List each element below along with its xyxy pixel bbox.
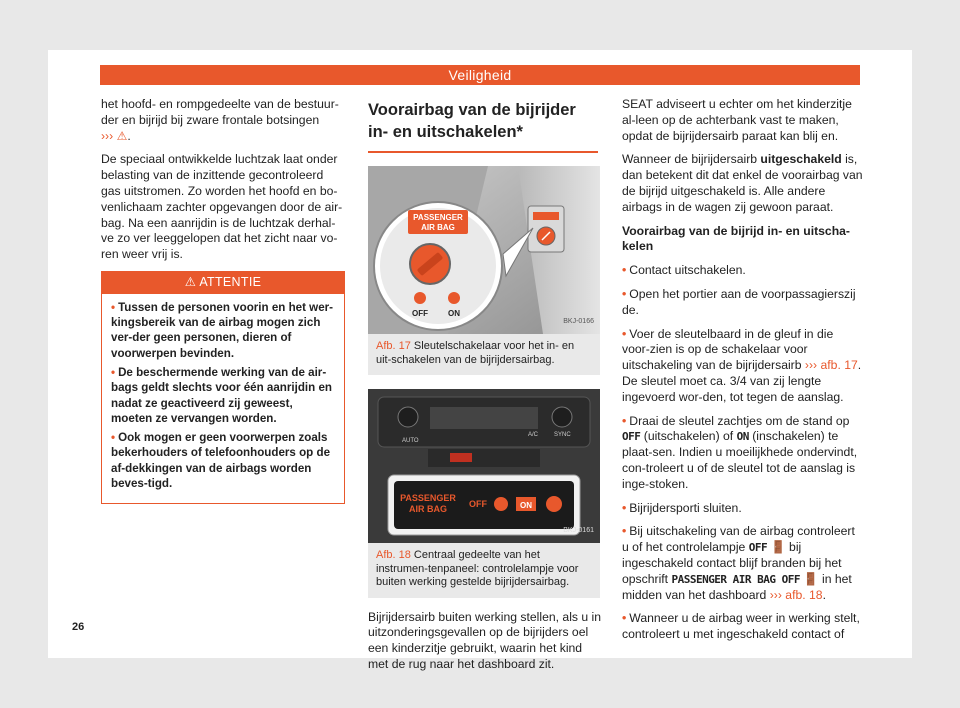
off-label: OFF — [412, 309, 428, 318]
bullet-icon: • — [622, 500, 627, 515]
paragraph-1: het hoofd- en rompgedeelte van de bestuur-der en bijrijd bij zware frontale botsingen ››› ⚠. — [101, 97, 339, 143]
image-code: BKJ-0161 — [563, 527, 594, 535]
section-title: Voorairbag van de bijrijder in- en uitschakelen* — [368, 97, 598, 153]
image-code: BKJ-0166 — [563, 318, 594, 326]
step-text: (uitschakelen) of — [640, 429, 737, 444]
attention-item-text: De beschermende werking van de air-bags geldt slechts voor één aanrijdin en nadat ze geactiveerd zij geweest, moeten ze vervangen worden. — [111, 365, 332, 425]
attention-item — [111, 365, 335, 426]
text-bold: uitgeschakeld — [760, 152, 842, 167]
step-text: . — [822, 587, 826, 602]
step-item — [622, 501, 864, 517]
figure-17-caption — [368, 334, 600, 375]
bullet-icon: • — [111, 300, 116, 314]
step-text: Contact uitschakelen. — [629, 263, 746, 278]
page-number: 26 — [72, 621, 85, 633]
attention-item-text: Ook mogen er geen voorwerpen zoals bekerhouders of telefoonhouders op de af-dekkingen van de airbags worden beves-tigd. — [111, 431, 331, 491]
attention-header — [102, 272, 344, 294]
step-item — [622, 263, 864, 279]
paragraph-1: SEAT adviseert u echter om het kinderzitje al-leen op de achterbank vast te maken, opdat de bijrijdersairb paraat kan blij en. — [622, 97, 852, 143]
attention-body — [102, 294, 344, 504]
attention-item — [111, 430, 335, 491]
step-text: Bijrijdersporti sluiten. — [629, 500, 742, 515]
caption-text: Centraal gedeelte van het instrumen-tenpaneel: controlelampje voor buiten werking gestelde bijrijdersairbag. — [376, 549, 579, 588]
attention-item-text: Tussen de personen voorin en het wer-kingsbereik van de airbag mogen zich ver-der geen personen, dieren of voorwerpen bevinden. — [111, 300, 334, 360]
figure-18-image — [368, 389, 600, 543]
bullet-icon: • — [622, 326, 627, 341]
paragraph-1-text: het hoofd- en rompgedeelte van de bestuur-der en bijrijd bij zware frontale botsingen — [101, 97, 339, 127]
bullet-icon: • — [111, 431, 116, 445]
bullet-icon: • — [622, 524, 627, 539]
on-symbol: ON — [736, 430, 749, 444]
step-text: Wanneer u de airbag weer in werking stelt, controleert u met ingeschakeld contact of — [622, 611, 860, 642]
figure-label: Afb. 18 — [376, 549, 411, 561]
step-item — [622, 611, 864, 643]
bullet-icon: • — [622, 413, 627, 428]
lamp-off-label: OFF — [469, 499, 487, 509]
figure-ref-link[interactable]: afb. 17 — [820, 358, 858, 373]
on-label: ON — [448, 309, 460, 318]
step-text: in het midden van het dashboard — [622, 571, 852, 602]
cross-ref-arrow[interactable]: ››› — [101, 128, 114, 143]
page-header: Veiligheid — [100, 65, 860, 85]
key-switch-illustration — [368, 166, 600, 334]
column-right — [622, 97, 864, 651]
dashboard-illustration — [368, 389, 600, 543]
cross-ref-arrow[interactable]: ››› — [804, 358, 818, 373]
step-item — [622, 524, 864, 603]
sync-button-label: SYNC — [554, 432, 571, 438]
lamp-label-2: AIR BAG — [409, 504, 447, 514]
bullet-icon: • — [622, 263, 627, 278]
figure-ref-link[interactable]: afb. 18 — [785, 587, 823, 602]
bullet-icon: • — [622, 286, 627, 301]
step-text: . De sleutel moet ca. 3/4 van zij lengte ingevoerd wor-den, tot tegen de aanslag. — [622, 358, 862, 404]
passenger-airbag-icon: 🚪 — [770, 540, 786, 555]
ac-button-label: A/C — [528, 432, 539, 438]
passenger-airbag-icon: 🚪 — [803, 571, 819, 586]
figure-17-image — [368, 166, 600, 334]
step-item — [622, 414, 864, 493]
text: Wanneer de bijrijdersairb — [622, 152, 761, 167]
off-symbol: OFF — [748, 541, 768, 555]
attention-item — [111, 300, 335, 361]
step-text: Voer de sleutelbaard in de gleuf in die voor-zien is op de schakelaar voor uitschakeling van de bijrijdersairb — [622, 326, 834, 373]
column-left — [101, 97, 345, 504]
switch-label-2: AIR BAG — [421, 223, 455, 232]
text: is, dan betekent dit dat enkel de voorairbag van de bijrijd uitgeschakeld is. Alle andere airbags in de wagen zij gewoon paraat. — [622, 152, 863, 214]
lamp-label-1: PASSENGER — [400, 493, 456, 503]
figure-label: Afb. 17 — [376, 340, 411, 352]
bullet-icon: • — [622, 611, 627, 626]
auto-button-label: AUTO — [402, 438, 419, 444]
warning-triangle-icon: ⚠ — [116, 128, 128, 143]
caption-text: Sleutelschakelaar voor het in- en uit-schakelen van de bijrijdersairbag. — [376, 340, 575, 366]
step-text: bij ingeschakeld contact blijf branden bij het opschrift — [622, 540, 842, 586]
bullet-icon: • — [111, 365, 116, 379]
lamp-on-label: ON — [520, 501, 532, 510]
subsection-title: Voorairbag van de bijrijd in- en uitscha-kelen — [622, 223, 850, 254]
attention-title: ATTENTIE — [199, 274, 262, 289]
step-text: (inschakelen) te plaat-sen. Indien u moeilijkhede ondervindt, con-troleert u of de sleutel tot de aanslag is inge-stoken. — [622, 429, 858, 491]
step-text: Draai de sleutel zachtjes om de stand op — [629, 413, 850, 428]
attention-box — [101, 271, 345, 504]
off-symbol: OFF — [622, 430, 641, 444]
paragraph-2: De speciaal ontwikkelde luchtzak laat onder belasting van de inzittende gecontroleerd gas uitstromen. Zo worden het hoofd en bo-venlichaam zachter opgevangen door de air-bag. Na een aanrijdin is de luchtzak derhal-ve zo ver leeggelopen dat het zicht naar vo-ren weer vrij is. — [101, 152, 343, 262]
switch-label-1: PASSENGER — [413, 213, 463, 222]
cross-ref-arrow[interactable]: ››› — [769, 587, 782, 602]
step-text: Open het portier aan de voorpassagierszij de. — [622, 286, 856, 317]
figure-18-caption — [368, 543, 600, 598]
step-text: Bij uitschakeling van de airbag controleert u of het controlelampje — [622, 524, 855, 555]
airbag-off-label: PASSENGER AIR BAG OFF — [671, 572, 801, 586]
column-middle — [350, 97, 602, 681]
warning-triangle-icon: ⚠ — [184, 274, 197, 289]
figure-17 — [368, 166, 600, 375]
step-item — [622, 287, 864, 319]
paragraph-2 — [622, 152, 864, 215]
paragraph-after-figures: Bijrijdersairb buiten werking stellen, als u in uitzonderingsgevallen op de bijrijders oel een kinderzitje gebruikt, waarin het kind met de rug naar het dashboard zit. — [368, 609, 602, 671]
figure-18 — [368, 389, 600, 598]
step-item — [622, 327, 864, 406]
